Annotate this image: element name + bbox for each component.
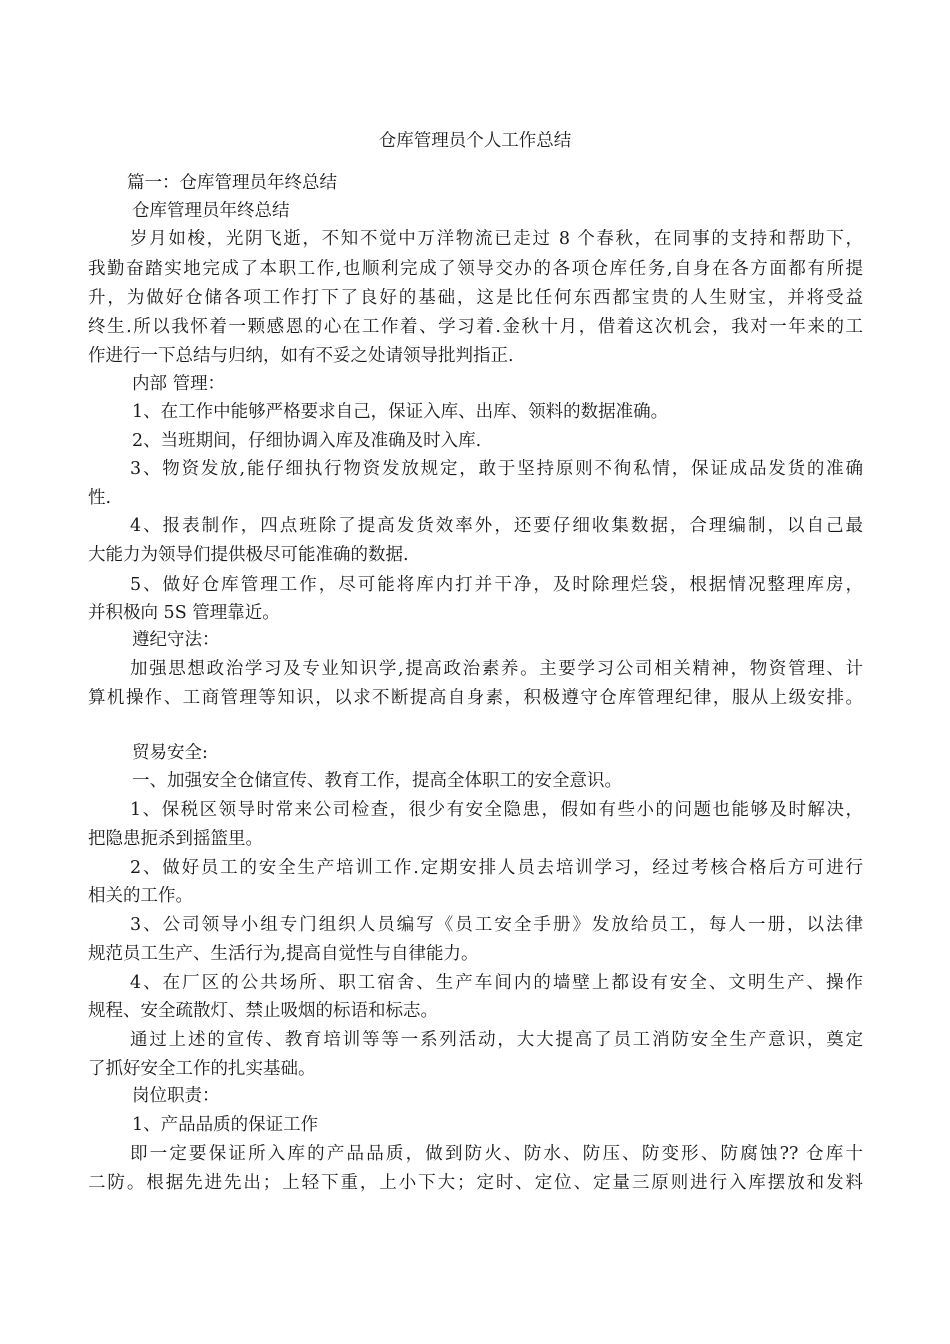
- paragraph-line: 大能力为领导们提供极尽可能准确的数据.: [88, 545, 409, 565]
- paragraph-line: 把隐患扼杀到摇篮里。: [88, 829, 263, 849]
- paragraph-line: 即一定要保证所入库的产品品质，做到防火、防水、防压、防变形、防腐蚀?? 仓库十: [130, 1144, 863, 1164]
- paragraph-line: 规范员工生产、生活行为,提高自觉性与自律能力。: [88, 944, 479, 964]
- paragraph-line: 终生.所以我怀着一颗感恩的心在工作着、学习着.金秋十月，借着这次机会，我对一年来的工: [88, 317, 863, 337]
- subheading: 一、加强安全仓储宣传、教育工作，提高全体职工的安全意识。: [132, 771, 622, 791]
- list-item: 1、在工作中能够严格要求自己，保证入库、出库、领料的数据准确。: [132, 402, 669, 422]
- list-item: 1、保税区领导时常来公司检查，很少有安全隐患，假如有些小的问题也能够及时解决，: [130, 800, 863, 820]
- document-title: 仓库管理员个人工作总结: [378, 131, 572, 151]
- section-heading: 篇一：仓库管理员年终总结: [127, 173, 337, 193]
- paragraph-line: 规程、安全疏散灯、禁止吸烟的标语和标志。: [88, 1001, 438, 1021]
- paragraph-line: 了抓好安全工作的扎实基础。: [88, 1059, 316, 1079]
- section-heading: 内部 管理：: [132, 374, 226, 394]
- list-item: 2、当班期间，仔细协调入库及准确及时入库.: [132, 431, 482, 451]
- paragraph-line: 我勤奋踏实地完成了本职工作,也顺利完成了领导交办的各项仓库任务,自身在各方面都有所提: [88, 259, 863, 279]
- paragraph-line: 算机操作、工商管理等知识，以求不断提高自身素，积极遵守仓库管理纪律，服从上级安排。: [88, 688, 863, 708]
- list-item: 5、做好仓库管理工作，尽可能将库内打并干净，及时除理烂袋，根据情况整理库房，: [130, 575, 863, 595]
- section-heading: 遵纪守法：: [132, 630, 220, 650]
- list-item: 3、物资发放,能仔细执行物资发放规定，敢于坚持原则不徇私情，保证成品发货的准确: [130, 459, 863, 479]
- list-item: 2、做好员工的安全生产培训工作.定期安排人员去培训学习，经过考核合格后方可进行: [130, 858, 863, 878]
- paragraph-line: 作进行一下总结与归纳，如有不妥之处请领导批判指正.: [88, 346, 514, 366]
- list-item: 4、在厂区的公共场所、职工宿舍、生产车间内的墙壁上都设有安全、文明生产、操作: [130, 973, 863, 993]
- paragraph-line: 性.: [88, 488, 112, 508]
- paragraph-line: 岁月如梭，光阴飞逝，不知不觉中万洋物流已走过 8 个春秋，在同事的支持和帮助下，: [130, 229, 863, 249]
- subheading: 仓库管理员年终总结: [132, 201, 290, 221]
- paragraph-line: 通过上述的宣传、教育培训等等一系列活动，大大提高了员工消防安全生产意识，奠定: [130, 1030, 863, 1050]
- subheading: 1、产品品质的保证工作: [132, 1115, 319, 1135]
- section-heading: 贸易安全:: [132, 743, 208, 763]
- paragraph-line: 相关的工作。: [88, 886, 193, 906]
- paragraph-line: 并积极向 5S 管理靠近。: [88, 603, 280, 623]
- list-item: 4、报表制作，四点班除了提高发货效率外，还要仔细收集数据，合理编制，以自己最: [130, 516, 863, 536]
- paragraph-line: 加强思想政治学习及专业知识学,提高政治素养。主要学习公司相关精神，物资管理、计: [130, 659, 863, 679]
- list-item: 3、公司领导小组专门组织人员编写《员工安全手册》发放给员工，每人一册，以法律: [130, 915, 863, 935]
- paragraph-line: 升，为做好仓储各项工作打下了良好的基础，这是比任何东西都宝贵的人生财宝，并将受益: [88, 288, 863, 308]
- section-heading: 岗位职责：: [132, 1086, 220, 1106]
- paragraph-line: 二防。根据先进先出；上轻下重，上小下大；定时、定位、定量三原则进行入库摆放和发料: [88, 1173, 863, 1193]
